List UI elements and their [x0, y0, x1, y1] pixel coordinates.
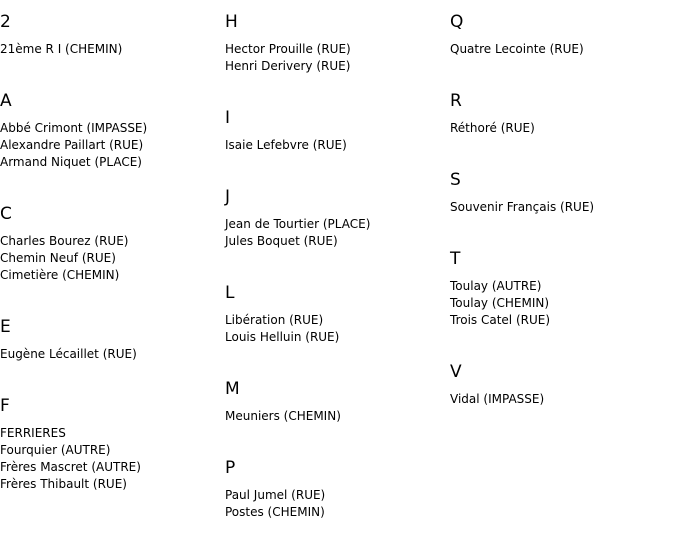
street-entry[interactable]: Fourquier (AUTRE) — [0, 443, 111, 457]
street-entry[interactable]: Cimetière (CHEMIN) — [0, 268, 120, 282]
street-list — [450, 120, 670, 137]
letter-group — [0, 192, 220, 284]
street-entry[interactable]: Chemin Neuf (RUE) — [0, 251, 116, 265]
street-entry[interactable]: Jean de Tourtier (PLACE) — [225, 217, 371, 231]
letter-group — [0, 79, 220, 171]
index-column-1 — [0, 0, 220, 514]
letter-heading: V — [450, 362, 462, 382]
letter-group — [225, 446, 445, 521]
letter-heading: T — [450, 249, 461, 269]
street-list — [0, 233, 220, 284]
index-column-3 — [450, 0, 670, 429]
letter-heading: E — [0, 317, 11, 337]
street-list — [0, 120, 220, 171]
street-entry[interactable]: Abbé Crimont (IMPASSE) — [0, 121, 148, 135]
street-entry[interactable]: Frères Mascret (AUTRE) — [0, 460, 141, 474]
street-list — [0, 41, 220, 58]
street-entry[interactable]: 21ème R I (CHEMIN) — [0, 42, 123, 56]
letter-heading: H — [225, 12, 238, 32]
letter-heading: A — [0, 91, 12, 111]
letter-group — [450, 0, 670, 58]
index-column-2 — [225, 0, 445, 542]
street-list — [450, 391, 670, 408]
street-entry[interactable]: Charles Bourez (RUE) — [0, 234, 129, 248]
letter-group — [450, 350, 670, 408]
street-entry[interactable]: Réthoré (RUE) — [450, 121, 535, 135]
street-entry[interactable]: Eugène Lécaillet (RUE) — [0, 347, 137, 361]
letter-group — [0, 305, 220, 363]
letter-group — [225, 367, 445, 425]
street-list — [450, 199, 670, 216]
street-entry[interactable]: Meuniers (CHEMIN) — [225, 409, 341, 423]
street-entry[interactable]: Libération (RUE) — [225, 313, 324, 327]
letter-heading: I — [225, 108, 231, 128]
street-entry[interactable]: Toulay (CHEMIN) — [450, 296, 550, 310]
street-list — [225, 137, 445, 154]
street-entry[interactable]: Toulay (AUTRE) — [450, 279, 542, 293]
street-entry[interactable]: Souvenir Français (RUE) — [450, 200, 595, 214]
letter-heading: C — [0, 204, 12, 224]
street-list — [225, 487, 445, 521]
letter-group — [225, 175, 445, 250]
letter-heading: J — [225, 187, 231, 207]
street-entry[interactable]: FERRIERES — [0, 426, 66, 440]
street-entry[interactable]: Jules Boquet (RUE) — [225, 234, 338, 248]
street-list — [225, 41, 445, 75]
letter-heading: M — [225, 379, 240, 399]
street-entry[interactable]: Henri Derivery (RUE) — [225, 59, 351, 73]
street-entry[interactable]: Alexandre Paillart (RUE) — [0, 138, 144, 152]
street-entry[interactable]: Vidal (IMPASSE) — [450, 392, 545, 406]
street-entry[interactable]: Quatre Lecointe (RUE) — [450, 42, 584, 56]
letter-group — [0, 0, 220, 58]
letter-group — [450, 158, 670, 216]
street-list — [0, 346, 220, 363]
letter-group — [225, 96, 445, 154]
street-entry[interactable]: Hector Prouille (RUE) — [225, 42, 351, 56]
letter-heading: S — [450, 170, 461, 190]
letter-heading: R — [450, 91, 462, 111]
letter-group — [0, 384, 220, 493]
street-entry[interactable]: Frères Thibault (RUE) — [0, 477, 127, 491]
letter-heading: 2 — [0, 12, 11, 32]
street-list — [450, 41, 670, 58]
letter-group — [450, 237, 670, 329]
street-list — [225, 216, 445, 250]
street-entry[interactable]: Armand Niquet (PLACE) — [0, 155, 142, 169]
street-list — [450, 278, 670, 329]
letter-group — [225, 271, 445, 346]
street-entry[interactable]: Paul Jumel (RUE) — [225, 488, 326, 502]
street-list — [225, 312, 445, 346]
street-entry[interactable]: Trois Catel (RUE) — [450, 313, 551, 327]
street-entry[interactable]: Postes (CHEMIN) — [225, 505, 325, 519]
street-entry[interactable]: Louis Helluin (RUE) — [225, 330, 340, 344]
street-list — [225, 408, 445, 425]
street-entry[interactable]: Isaie Lefebvre (RUE) — [225, 138, 347, 152]
letter-heading: Q — [450, 12, 464, 32]
street-list — [0, 425, 220, 493]
letter-heading: L — [225, 283, 235, 303]
letter-group — [450, 79, 670, 137]
letter-heading: P — [225, 458, 236, 478]
letter-heading: F — [0, 396, 10, 416]
letter-group — [225, 0, 445, 75]
